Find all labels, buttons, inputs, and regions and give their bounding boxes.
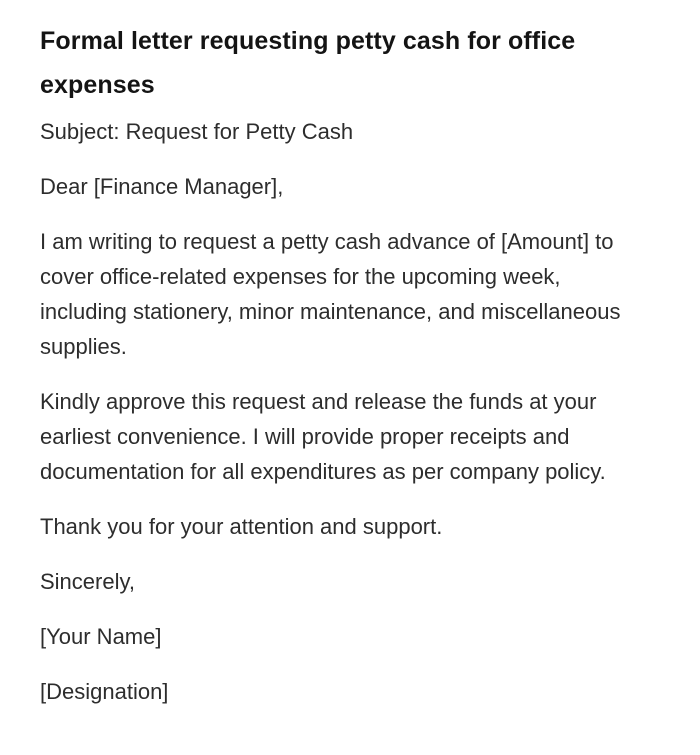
subject-line: Subject: Request for Petty Cash bbox=[40, 119, 354, 144]
signature-name: [Your Name] bbox=[40, 624, 162, 649]
page-title: Formal letter requesting petty cash for office expenses bbox=[40, 27, 576, 99]
salutation: Dear [Finance Manager], bbox=[40, 174, 284, 199]
paragraph-thanks: Thank you for your attention and support. bbox=[40, 514, 443, 539]
paragraph-request: I am writing to request a petty cash advance of [Amount] to cover office-related expenses for the upcoming week, including stationery, minor maintenance, and miscellaneous supplies. bbox=[40, 229, 621, 359]
closing: Sincerely, bbox=[40, 569, 135, 594]
paragraph-approval: Kindly approve this request and release the funds at your earliest convenience. I will provide proper receipts and documentation for all expenditures as per company policy. bbox=[40, 389, 606, 484]
signature-designation: [Designation] bbox=[40, 679, 169, 704]
